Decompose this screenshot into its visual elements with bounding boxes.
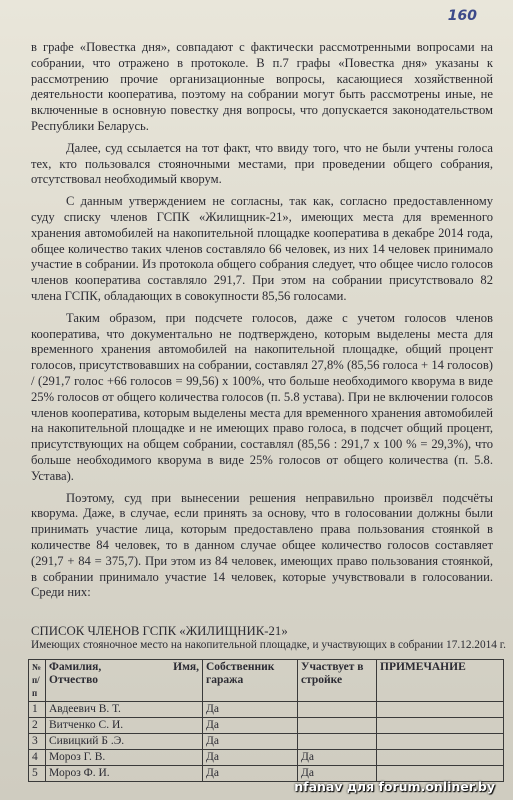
members-table [28,659,504,782]
header-participates: Участвует в стройке [298,660,377,702]
cell-participates [298,718,377,734]
list-title: СПИСОК ЧЛЕНОВ ГСПК «ЖИЛИЩНИК-21» [31,624,288,638]
header-note: ПРИМЕЧАНИЕ [377,660,504,702]
paragraph: в графе «Повестка дня», совпадают с фактически рассмотренными вопросами на собрании, что отражено в протоколе. В п.7 графы «Повестка дня» указаны к рассмотрению прочие организационные вопросы, касающиеся хозяйственной деятельности кооператива, поэтому на собрании могут быть рассмотрены иные, не включенные в основную повестку дня вопросы, что допускается законодательством Республики Беларусь. [31,40,493,133]
table-header-row [29,660,504,702]
table-row [29,750,504,766]
paragraph: Поэтому, суд при вынесении решения неправильно произвёл подсчёты кворума. Даже, в случае, если принять за основу, что в голосовании должны были принимать участие лица, которым предоставлено права пользования стоянкой в количестве 84 человек, то в данном случае общее количество голосов составляет (291,7 + 84 = 375,7). При этом из 84 человек, имеющих право пользования стоянкой, в собрании принимало участие 14 человек, которые учувствовали в голосовании. Среди них: [31,490,493,600]
cell-name: Витченко С. И. [46,718,203,734]
table-row [29,734,504,750]
cell-participates: Да [298,766,377,782]
paragraph: Далее, суд ссылается на тот факт, что ввиду того, что не были учтены голоса тех, кто пользовался стояночными местами, при проведении общего собрания, отсутствовал необходимый кворум. [31,140,493,187]
watermark: nfanav для forum.onliner.by [294,779,495,794]
header-number: № п/п [29,660,46,702]
cell-name: Авдеевич В. Т. [46,702,203,718]
body-text [31,40,493,607]
cell-number: 4 [29,750,46,766]
paragraph: Таким образом, при подсчете голосов, даже с учетом голосов членов кооператива, что документально не подтверждено, которым выделены места для временного хранения автомобилей на накопительной площадке, общий процент голосов, присутствовавших на собрании, составлял 27,8% (85,56 голоса + 14 голосов) / (291,7 голос +66 голосов = 99,56) х 100%, что больше необходимого кворума в виде 25% голосов от общего количества голосов (п. 5.8 устава). При не включении голосов членов кооператива, которым выделены места для временного хранения автомобилей на накопительной площадке и не имеющих право голоса, в подсчет общий процент, присутствующих на общем собрании, составлял (85,56 : 291,7 х 100 % = 29,3%), что больше необходимого кворума в виде 25% голосов от общего количества (п. 5.8. Устава). [31,310,493,483]
cell-participates [298,734,377,750]
cell-name: Мороз Г. В. [46,750,203,766]
header-name-surname: Фамилия, [49,661,102,673]
cell-owner: Да [203,734,298,750]
page-number: 160 [447,8,477,24]
header-name-patronymic: Отчество [49,674,98,686]
cell-participates: Да [298,750,377,766]
paragraph: С данным утверждением не согласны, так как, согласно предоставленному суду списку членов ГСПК «Жилищник-21», имеющих места для временного хранения автомобилей на накопительной площадке кооператива в декабре 2014 года, общее количество таких членов составляло 66 человек, из них 14 человек принимало участие в собрании. Из протокола общего собрания следует, что общее число голосов членов кооператива составляло 291,7. При этом на собрании присутствовало 82 члена ГСПК, обладающих в совокупности 85,56 голосами. [31,194,493,303]
table-row [29,718,504,734]
cell-number: 3 [29,734,46,750]
table-row [29,702,504,718]
cell-note [377,734,504,750]
cell-note [377,750,504,766]
cell-owner: Да [203,766,298,782]
cell-owner: Да [203,702,298,718]
cell-name: Сивицкий Б .Э. [46,734,203,750]
cell-name: Мороз Ф. И. [46,766,203,782]
cell-note [377,702,504,718]
header-name [46,660,203,702]
cell-participates [298,702,377,718]
header-name-given: Имя, [173,661,199,673]
cell-owner: Да [203,750,298,766]
cell-number: 2 [29,718,46,734]
list-subtitle: Имеющих стояночное место на накопительной площадке, и участвующих в собрании 17.12.2014 г. [31,639,506,651]
cell-owner: Да [203,718,298,734]
cell-number: 1 [29,702,46,718]
cell-number: 5 [29,766,46,782]
header-owner: Собственник гаража [203,660,298,702]
cell-note [377,718,504,734]
